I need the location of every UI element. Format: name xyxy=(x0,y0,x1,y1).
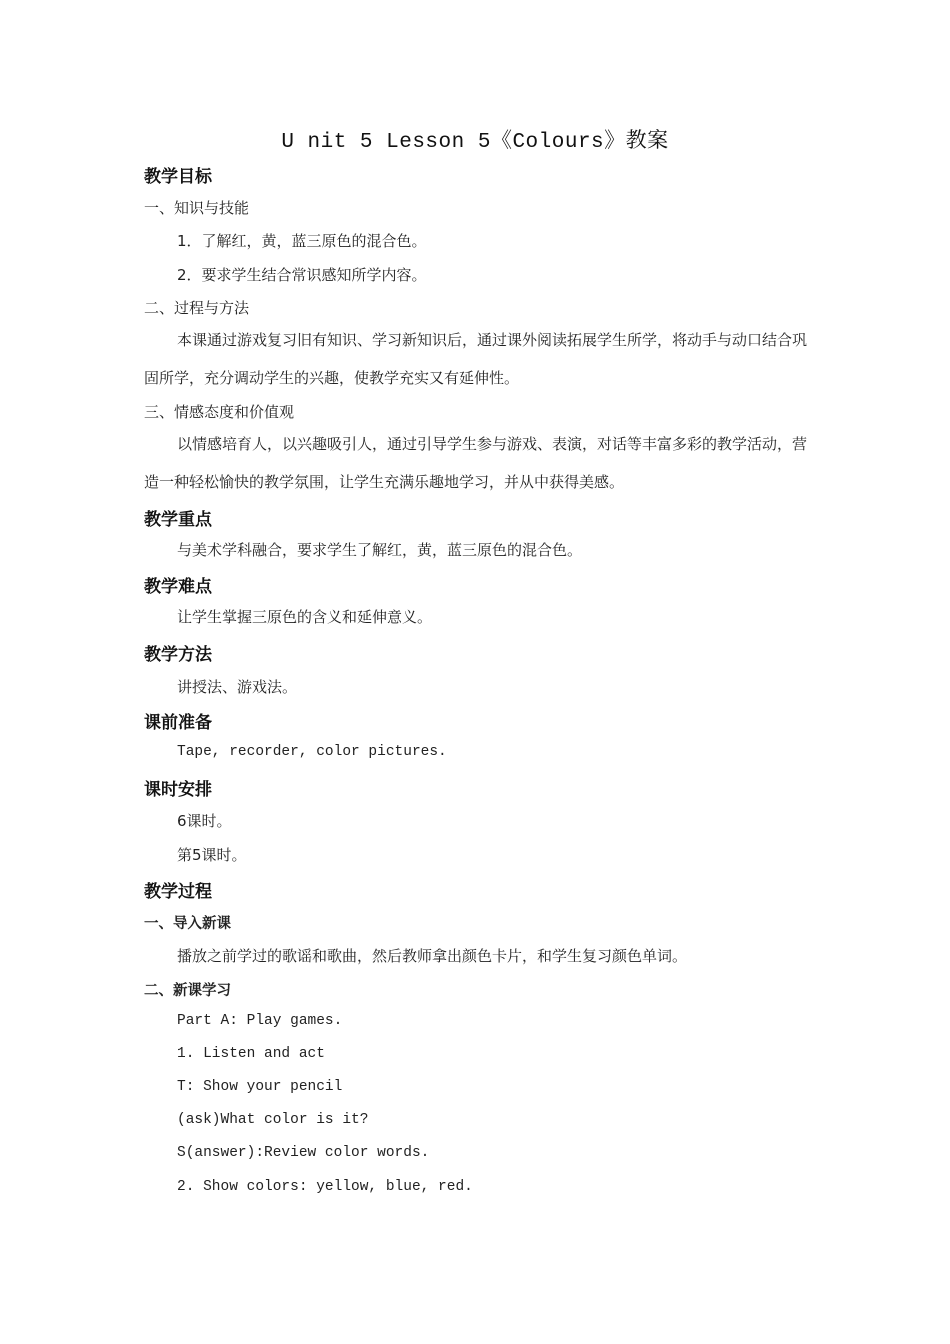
heading-methods: 教学方法 xyxy=(144,645,212,665)
heading-key-points: 教学重点 xyxy=(144,510,212,530)
procedure-new-line: 1. Listen and act xyxy=(177,1046,325,1062)
heading-schedule: 课时安排 xyxy=(144,780,212,800)
preparation-text: Tape, recorder, color pictures. xyxy=(177,744,447,760)
goals-process-text: 本课通过游戏复习旧有知识、学习新知识后，通过课外阅读拓展学生所学，将动手与动口结合巩固所学，充分调动学生的兴趣，使教学充实又有延伸性。 xyxy=(144,331,808,387)
procedure-new-line: Part A: Play games. xyxy=(177,1013,343,1029)
goals-knowledge-label: 一、知识与技能 xyxy=(144,199,250,217)
procedure-new-line: 2. Show colors: yellow, blue, red. xyxy=(177,1179,473,1195)
schedule-line: 第5课时。 xyxy=(177,846,247,864)
procedure-intro-label: 一、导入新课 xyxy=(144,916,231,932)
goals-knowledge-item: 2．要求学生结合常识感知所学内容。 xyxy=(177,266,427,284)
heading-difficulties: 教学难点 xyxy=(144,577,212,597)
procedure-new-line: T: Show your pencil xyxy=(177,1079,343,1095)
procedure-new-label: 二、新课学习 xyxy=(144,983,231,999)
key-points-text: 与美术学科融合，要求学生了解红，黄，蓝三原色的混合色。 xyxy=(177,541,583,559)
document-title: U nit 5 Lesson 5《Colours》教案 xyxy=(281,131,669,154)
goals-process-label: 二、过程与方法 xyxy=(144,299,250,317)
goals-knowledge-item: 1．了解红，黄，蓝三原色的混合色。 xyxy=(177,232,427,250)
goals-attitude-text: 以情感培育人，以兴趣吸引人，通过引导学生参与游戏、表演，对话等丰富多彩的教学活动，营造一种轻松愉快的教学氛围，让学生充满乐趣地学习，并从中获得美感。 xyxy=(144,435,808,491)
procedure-new-line: (ask)What color is it? xyxy=(177,1112,369,1128)
heading-preparation: 课前准备 xyxy=(144,713,212,733)
schedule-line: 6课时。 xyxy=(177,812,232,830)
heading-procedure: 教学过程 xyxy=(144,882,212,902)
methods-text: 讲授法、游戏法。 xyxy=(177,678,298,696)
procedure-new-line: S(answer):Review color words. xyxy=(177,1145,430,1161)
difficulties-text: 让学生掌握三原色的含义和延伸意义。 xyxy=(177,608,433,626)
heading-goals: 教学目标 xyxy=(144,167,212,187)
procedure-intro-text: 播放之前学过的歌谣和歌曲，然后教师拿出颜色卡片，和学生复习颜色单词。 xyxy=(177,947,688,965)
goals-attitude-label: 三、情感态度和价值观 xyxy=(144,403,295,421)
